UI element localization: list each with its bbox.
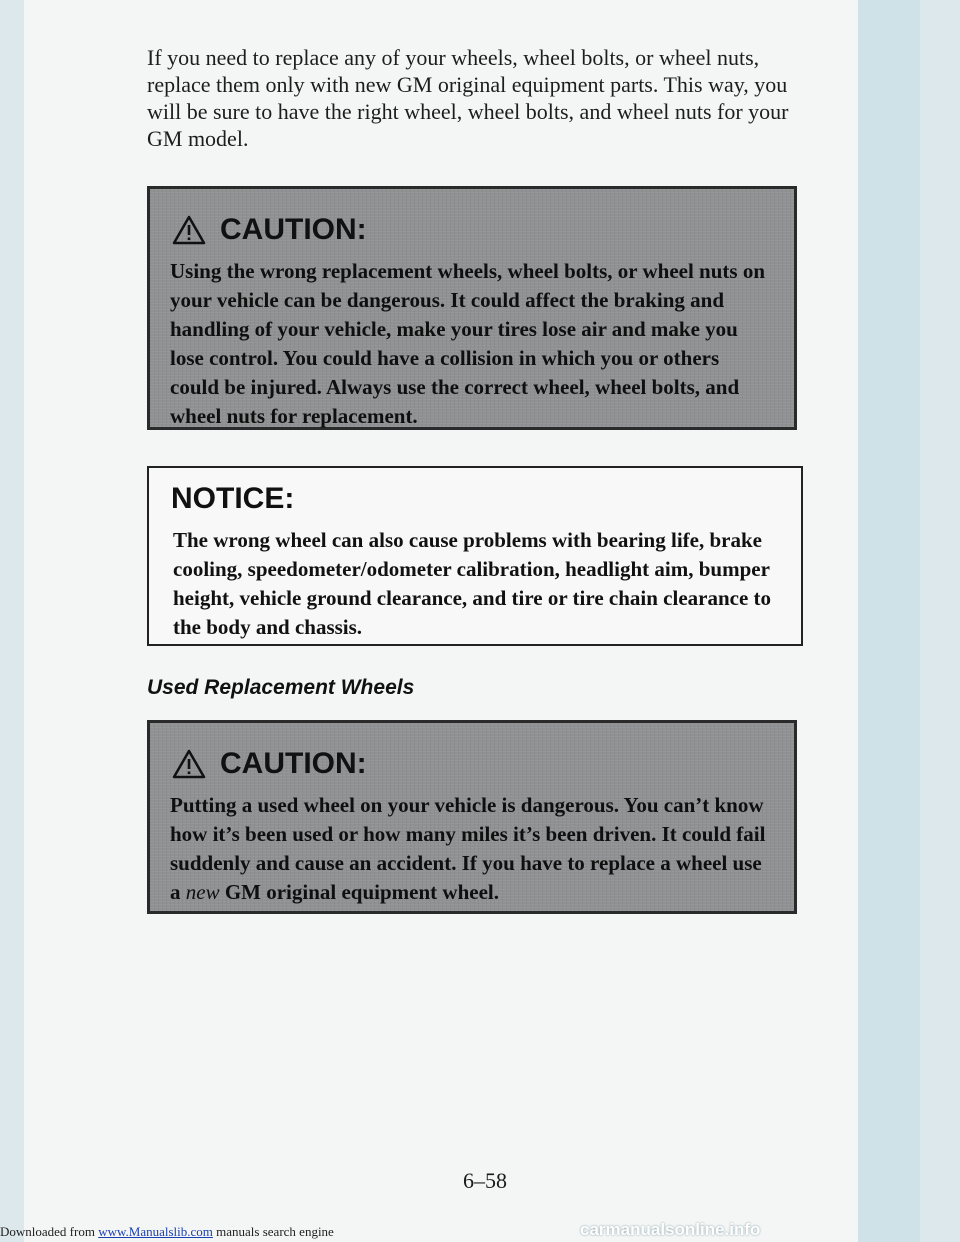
caution-box-used-wheel (147, 720, 797, 914)
warning-triangle-icon (172, 215, 206, 245)
watermark-text: carmanualsonline.info (580, 1220, 761, 1239)
caution-title: CAUTION: (220, 213, 367, 246)
notice-box (147, 466, 803, 646)
notice-text: The wrong wheel can also cause problems with bearing life, brake cooling, speedometer/odometer calibration, headlight aim, bumper height, vehicle ground clearance, and tire or tire chain clearance to the body and chassis. (173, 528, 772, 639)
caution-text-part2: GM original equipment wheel. (219, 880, 499, 904)
footer-prefix: Downloaded from (0, 1224, 99, 1239)
caution-header (172, 747, 794, 781)
notice-title: NOTICE: (171, 482, 295, 515)
warning-triangle-icon (172, 749, 206, 779)
download-footer (0, 1224, 334, 1240)
caution-title: CAUTION: (220, 747, 367, 780)
caution-text-part1: Putting a used wheel on your vehicle is dangerous. You can’t know how it’s been used or how many miles it’s been driven. It could fail suddenly and cause an accident. If you have to replace a wheel use a (170, 793, 766, 904)
caution-box-wrong-wheels (147, 186, 797, 430)
page-number: 6–58 (463, 1168, 507, 1193)
page-edge-band (858, 0, 920, 1242)
caution-text-emphasis: new (185, 880, 220, 904)
caution-text: Using the wrong replacement wheels, wheel bolts, or wheel nuts on your vehicle can be dangerous. It could affect the braking and handling of your vehicle, make your tires lose air and make you lose control. You could have a collision in which you or others could be injured. Always use the correct wheel, wheel bolts, and wheel nuts for replacement. (170, 259, 765, 428)
section-heading: Used Replacement Wheels (147, 676, 415, 699)
manualslib-link[interactable]: www.Manualslib.com (98, 1224, 213, 1239)
caution-header (172, 213, 794, 247)
intro-paragraph: If you need to replace any of your wheels, wheel bolts, or wheel nuts, replace them only with new GM original equipment parts. This way, you will be sure to have the right wheel, wheel bolts, and wheel nuts for your GM model. (147, 45, 789, 151)
footer-suffix: manuals search engine (212, 1224, 334, 1239)
caution-text (170, 791, 770, 907)
